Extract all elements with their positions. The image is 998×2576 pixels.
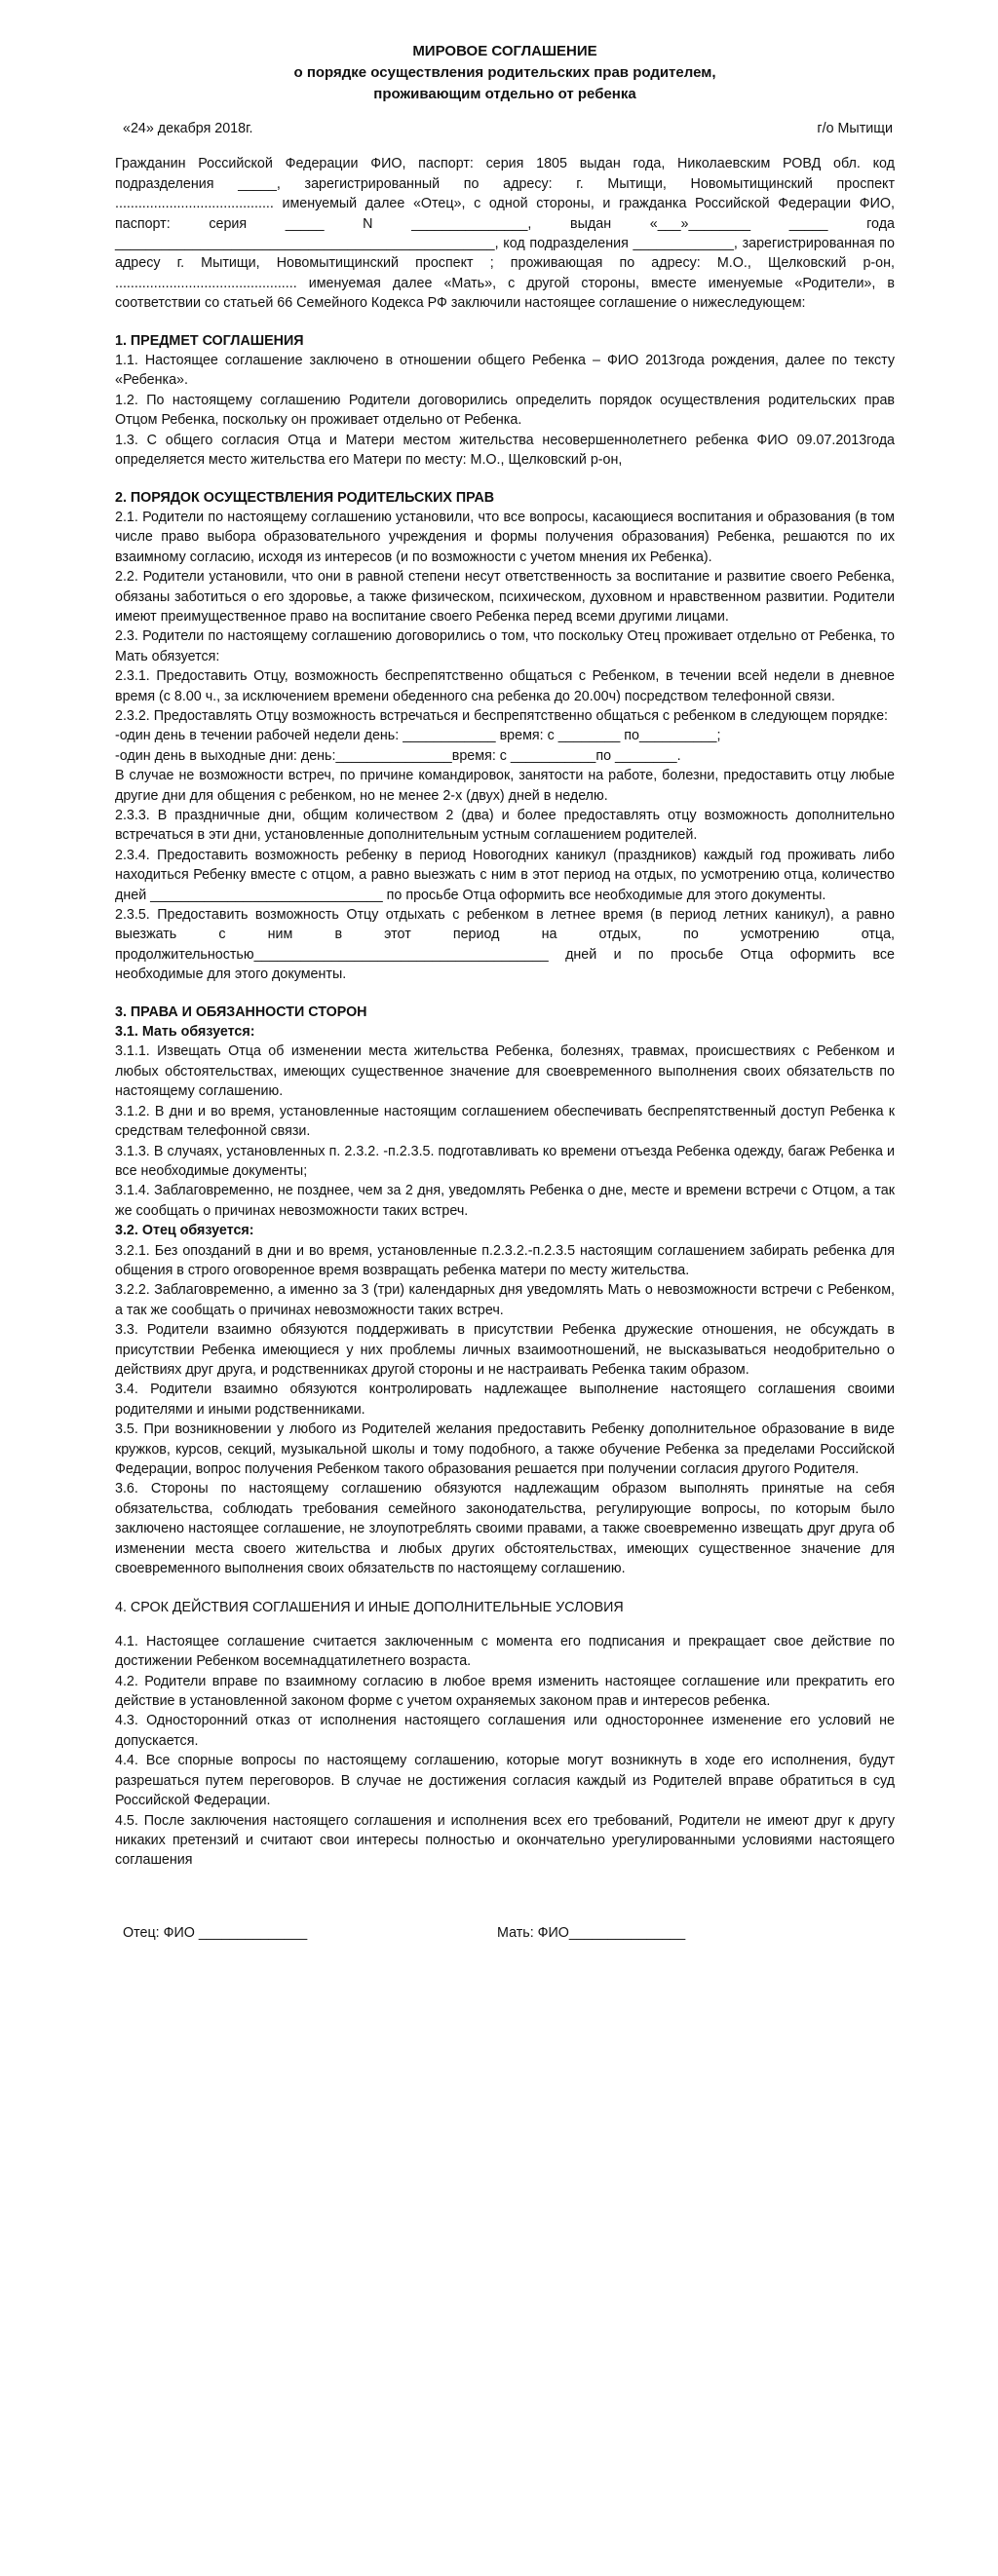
clause-3-1-4: 3.1.4. Заблаговременно, не позднее, чем за 2 дня, уведомлять Ребенка о дне, месте и времени встречи с Отцом, а так же сообщать о причинах невозможности таких встреч. <box>115 1183 895 1219</box>
clause-4-5: 4.5. После заключения настоящего соглашения и исполнения всех его требований, Родители не имеют друг к другу никаких претензий и считают свои интересы полностью и окончательно урегулированными условиями настоящего соглашения <box>115 1812 895 1869</box>
clause-2-3-2: 2.3.2. Предоставлять Отцу возможность встречаться и беспрепятственно общаться с ребенком в следующем порядке: <box>115 707 888 724</box>
clause-3-1-1: 3.1.1. Извещать Отца об изменении места жительства Ребенка, болезнях, травмах, происшествиях с Ребенком и любых обстоятельствах, имеющих существенное значение для своевременного выполнения своих обязательств по настоящему соглашению. <box>115 1043 895 1100</box>
mother-signature-line: Мать: ФИО_______________ <box>497 1924 686 1941</box>
document-subtitle-line-2: проживающим отдельно от ребенка <box>373 86 636 102</box>
signature-row <box>115 1923 895 1943</box>
section-3-heading: 3. ПРАВА И ОБЯЗАННОСТИ СТОРОН <box>115 1004 367 1020</box>
clause-2-2: 2.2. Родители установили, что они в равной степени несут ответственность за воспитание и развитие своего Ребенка, обязаны заботиться о его здоровье, а также физическом, психическом, духовном и нравственном развитии. Родители имеют преимущественное право на воспитание своего Ребенка перед всеми другими лицами. <box>115 569 895 625</box>
father-signature-line: Отец: ФИО ______________ <box>123 1924 308 1941</box>
document-subtitle-line-1: о порядке осуществления родительских прав родителем, <box>293 64 716 81</box>
mother-obligations-heading: 3.1. Мать обязуется: <box>115 1024 255 1041</box>
section-2-heading: 2. ПОРЯДОК ОСУЩЕСТВЛЕНИЯ РОДИТЕЛЬСКИХ ПРАВ <box>115 489 495 506</box>
clause-2-3-1: 2.3.1. Предоставить Отцу, возможность беспрепятственно общаться с Ребенком, в течении всей недели в дневное время (с 8.00 ч., за исключением времени обеденного сна ребенка до 20.00ч) посредством телефонной связи. <box>115 668 895 704</box>
clause-3-5: 3.5. При возникновении у любого из Родителей желания предоставить Ребенку дополнительное образование в виде кружков, курсов, секций, музыкальной школы и тому подобного, а также обучение Ребенка за пределами Российской Федерации, вопрос получения Ребенком такого образования решается при получении согласия другого Родителя. <box>115 1421 895 1477</box>
agreement-document <box>115 41 895 1943</box>
clause-3-1-2: 3.1.2. В дни и во время, установленные настоящим соглашением обеспечивать беспрепятственный доступ Ребенка к средствам телефонной связи. <box>115 1103 895 1140</box>
agreement-date: «24» декабря 2018г. <box>123 121 253 136</box>
schedule-weekday-line: -один день в течении рабочей недели день: ____________ время: с ________ по__________; <box>115 728 721 744</box>
clause-1-3: 1.3. С общего согласия Отца и Матери местом жительства несовершеннолетнего ребенка ФИО 09.07.2013года определяется место жительства его Матери по месту: М.О., Щелковский р-он, <box>115 432 895 469</box>
agreement-city: г/о Мытищи <box>817 121 893 136</box>
clause-3-2-1: 3.2.1. Без опозданий в дни и во время, установленные п.2.3.2.-п.2.3.5 настоящим соглашением забирать ребенка для общения в строго оговоренное время возвращать ребенка матери по месту жительства. <box>115 1242 895 1278</box>
clause-3-2-2: 3.2.2. Заблаговременно, а именно за 3 (три) календарных дня уведомлять Мать о невозможности встречи с Ребенком, а так же сообщать о причинах невозможности таких встреч. <box>115 1282 895 1318</box>
section-4-heading: 4. СРОК ДЕЙСТВИЯ СОГЛАШЕНИЯ И ИНЫЕ ДОПОЛНИТЕЛЬНЫЕ УСЛОВИЯ <box>115 1600 624 1616</box>
schedule-weekend-line: -один день в выходные дни: день:_______________время: с ___________по ________. <box>115 747 681 764</box>
preamble-paragraph: Гражданин Российской Федерации ФИО, паспорт: серия 1805 выдан года, Николаевским РОВД обл. код подразделения _____, зарегистрированный по адресу: г. Мытищи, Новомытищинский проспект ......................................... именуемый далее «Отец», с одной стороны, и гражданка Российской Федерации ФИО, паспорт: серия _____ N _______________, выдан «___»________ _____ года _________________________________________________, код подразделения _____________, зарегистрированная по адресу г. Мытищи, Новомытищинский проспект ; проживающая по адресу: М.О., Щелковский р-он, ............................................... именуемая далее «Мать», с другой стороны, вместе именуемые «Родители», в соответствии со статьей 66 Семейного Кодекса РФ заключили настоящее соглашение о нижеследующем: <box>115 156 895 312</box>
clause-2-3: 2.3. Родители по настоящему соглашению договорились о том, что поскольку Отец проживает отдельно от Ребенка, то Мать обязуется: <box>115 628 895 664</box>
father-obligations-heading: 3.2. Отец обязуется: <box>115 1223 254 1239</box>
clause-4-1: 4.1. Настоящее соглашение считается заключенным с момента его подписания и прекращает свое действие по достижении Ребенком восемнадцатилетнего возраста. <box>115 1633 895 1670</box>
clause-2-3-3: 2.3.3. В праздничные дни, общим количеством 2 (два) и более предоставлять отцу возможность дополнительно встречаться в эти дни, установленные дополнительным устным соглашением родителей. <box>115 808 895 844</box>
clause-4-4: 4.4. Все спорные вопросы по настоящему соглашению, которые могут возникнуть в ходе его исполнения, будут разрешаться путем переговоров. В случае не достижения согласия каждый из Родителей вправе обратиться в суд Российской Федерации. <box>115 1753 895 1809</box>
clause-3-3: 3.3. Родители взаимно обязуются поддерживать в присутствии Ребенка дружеские отношения, не обсуждать в присутствии Ребенка имеющиеся у них проблемы личных взаимоотношений, не высказываться неодобрительно о действиях друг друга, и родственниках другой стороны и не настраивать Ребенка таким образом. <box>115 1322 895 1378</box>
clause-4-3: 4.3. Односторонний отказ от исполнения настоящего соглашения или одностороннее изменение его условий не допускается. <box>115 1713 895 1749</box>
section-1-heading: 1. ПРЕДМЕТ СОГЛАШЕНИЯ <box>115 332 304 349</box>
clause-3-1-3: 3.1.3. В случаях, установленных п. 2.3.2. -п.2.3.5. подготавливать ко времени отъезда Ребенка одежду, багаж Ребенка и все необходимые документы; <box>115 1143 895 1179</box>
date-place-row <box>115 119 895 138</box>
clause-4-2: 4.2. Родители вправе по взаимному согласию в любое время изменить настоящее соглашение или прекратить его действие в установленной законом форме с учетом охраняемых законом прав и интересов ребенка. <box>115 1673 895 1710</box>
clause-3-6: 3.6. Стороны по настоящему соглашению обязуются надлежащим образом выполнять принятые на себя обязательства, соблюдать требования семейного законодательства, регулирующие вопросы, по которым было заключено настоящее соглашение, не злоупотреблять своими правами, а также своевременно извещать друг друга об изменении места своего жительства и любых других обстоятельствах, имеющих существенное значение для своевременного выполнения своих обязательств по настоящему соглашению. <box>115 1481 895 1577</box>
clause-1-2: 1.2. По настоящему соглашению Родители договорились определить порядок осуществления родительских прав Отцом Ребенка, поскольку он проживает отдельно от Ребенка. <box>115 392 895 429</box>
clause-1-1: 1.1. Настоящее соглашение заключено в отношении общего Ребенка – ФИО 2013года рождения, далее по тексту «Ребенка». <box>115 353 895 389</box>
no-meeting-paragraph: В случае не возможности встреч, по причине командировок, занятости на работе, болезни, предоставить отцу любые другие дни для общения с ребенком, но не менее 2-х (двух) дней в неделю. <box>115 768 895 804</box>
document-title: МИРОВОЕ СОГЛАШЕНИЕ <box>412 43 597 59</box>
clause-3-4: 3.4. Родители взаимно обязуются контролировать надлежащее выполнение настоящего соглашения своими родителями и иными родственниками. <box>115 1382 895 1418</box>
clause-2-3-4: 2.3.4. Предоставить возможность ребенку в период Новогодних каникул (праздников) каждый год проживать либо находиться Ребенку вместе с отцом, а равно выезжать с ним в этот период на отдых, по усмотрению отца, количество дней ______________________________ по просьбе Отца оформить все необходимые для этого документы. <box>115 847 895 903</box>
clause-2-1: 2.1. Родители по настоящему соглашению установили, что все вопросы, касающиеся воспитания и образования (в том числе право выбора образовательного учреждения и формы получения образования) Ребенка, решаются по их взаимному согласию, исходя из интересов (и по возможности с учетом мнения их Ребенка). <box>115 509 895 565</box>
clause-2-3-5: 2.3.5. Предоставить возможность Отцу отдыхать с ребенком в летнее время (в период летних каникул), а равно выезжать с ним в этот период на отдых, по усмотрению отца, продолжительностью______________________________________ дней и по просьбе Отца оформить все необходимые для этого документы. <box>115 907 895 983</box>
